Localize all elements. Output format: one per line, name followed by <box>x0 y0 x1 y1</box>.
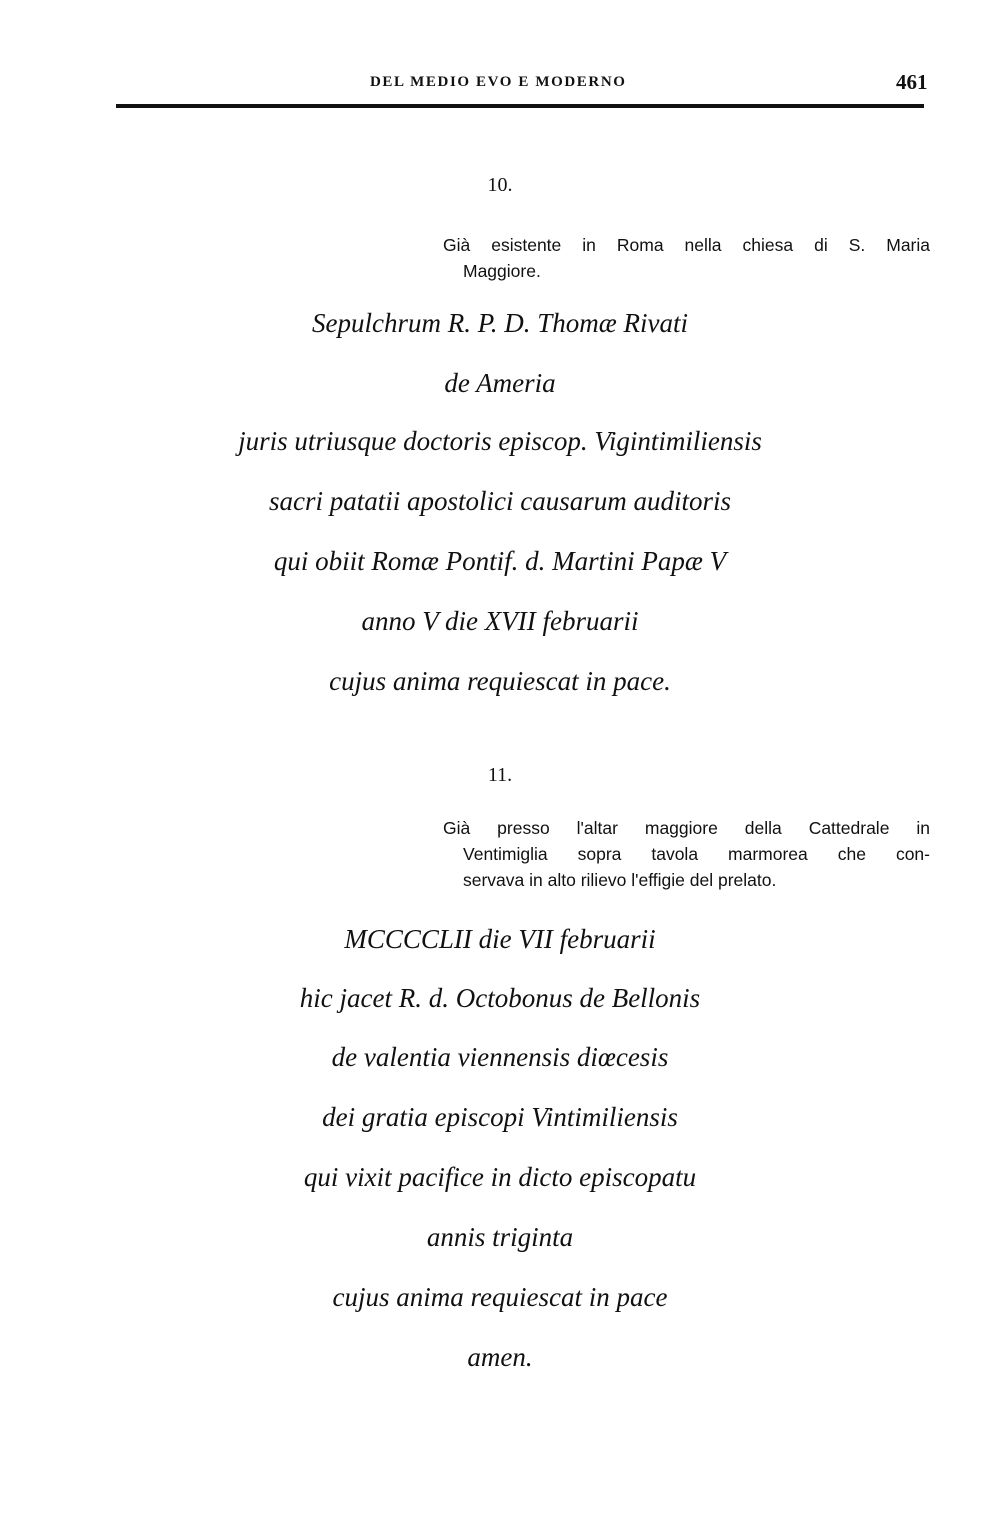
inscription-line: juris utriusque doctoris episcop. Vigintimiliensis <box>238 426 762 456</box>
inscription-line: dei gratia episcopi Vintimiliensis <box>322 1102 678 1132</box>
note-line: servava in alto rilievo l'effigie del prelato. <box>463 870 777 890</box>
note-line: Ventimiglia sopra tavola marmorea che con- <box>463 844 930 864</box>
inscription-line: anno V die XVII februarii <box>361 606 639 636</box>
running-head <box>0 70 1000 98</box>
inscription-line: sacri patatii apostolici causarum auditoris <box>268 486 732 516</box>
inscription-line: qui obiit Romæ Pontif. d. Martini Papæ V <box>273 546 727 576</box>
page-number: 461 <box>896 70 928 94</box>
inscription-line: annis triginta <box>426 1222 574 1252</box>
inscription-line: qui vixit pacifice in dicto episcopatu <box>303 1162 697 1192</box>
inscription-line: Sepulchrum R. P. D. Thomæ Rivati <box>312 308 688 338</box>
inscription-line: MCCCCLII die VII februarii <box>344 924 656 954</box>
inscription-line: hic jacet R. d. Octobonus de Bellonis <box>299 983 701 1013</box>
note-line: Maggiore. <box>463 261 541 281</box>
inscription-line: cujus anima requiescat in pace. <box>329 666 671 696</box>
header-rule <box>116 104 924 108</box>
note-line: Già esistente in Roma nella chiesa di S. Maria <box>443 235 930 255</box>
inscription-location-note <box>443 232 930 284</box>
inscription-number: 11. <box>487 764 513 786</box>
inscription-line: de valentia viennensis diœcesis <box>331 1042 669 1072</box>
note-line: Già presso l'altar maggiore della Cattedrale in <box>443 818 930 838</box>
inscription-line: amen. <box>467 1342 533 1372</box>
inscription-location-note <box>443 815 930 893</box>
inscription-line: cujus anima requiescat in pace <box>332 1282 668 1312</box>
inscription-number: 10. <box>487 174 513 196</box>
inscription-line: de Ameria <box>444 368 556 398</box>
running-title: DEL MEDIO EVO E MODERNO <box>370 74 627 90</box>
